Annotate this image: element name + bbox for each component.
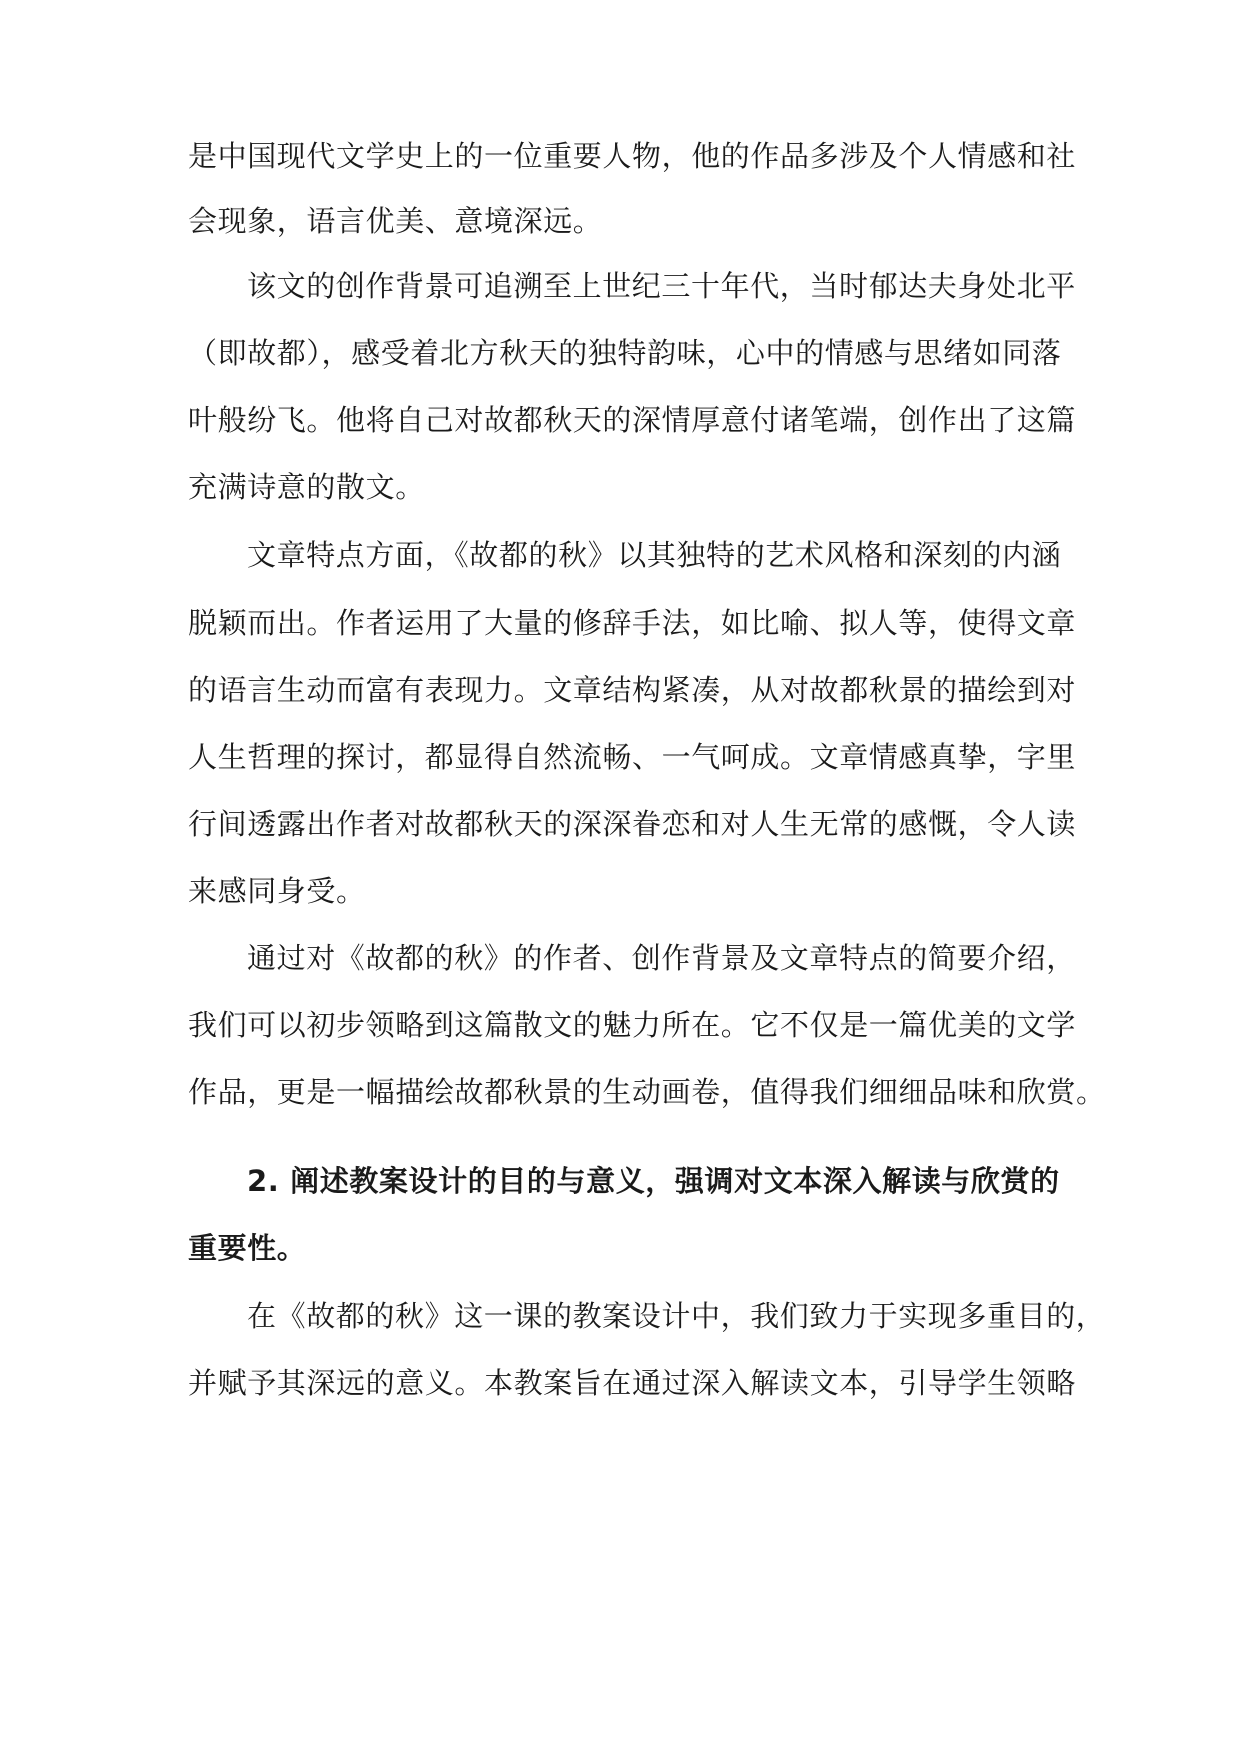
section-heading-line-2: 重要性。: [188, 1231, 307, 1265]
paragraph-4-line-1: 通过对《故都的秋》的作者、创作背景及文章特点的简要介绍，: [247, 941, 1076, 975]
paragraph-1-line-1: 是中国现代文学史上的一位重要人物，他的作品多涉及个人情感和社: [188, 139, 1077, 173]
paragraph-3-line-1: 文章特点方面，《故都的秋》以其独特的艺术风格和深刻的内涵: [247, 538, 1062, 572]
paragraph-3-line-6: 来感同身受。: [188, 874, 366, 908]
paragraph-3-line-3: 的语言生动而富有表现力。文章结构紧凑，从对故都秋景的描绘到对: [188, 673, 1077, 707]
paragraph-1-line-2: 会现象，语言优美、意境深远。: [188, 204, 603, 238]
paragraph-3-line-5: 行间透露出作者对故都秋天的深深眷恋和对人生无常的感慨，令人读: [188, 807, 1077, 841]
paragraph-3-line-2: 脱颖而出。作者运用了大量的修辞手法，如比喻、拟人等，使得文章: [188, 606, 1077, 640]
final-paragraph-line-1: 在《故都的秋》这一课的教案设计中，我们致力于实现多重目的，: [247, 1299, 1106, 1333]
final-paragraph-line-2: 并赋予其深远的意义。本教案旨在通过深入解读文本，引导学生领略: [188, 1366, 1077, 1400]
section-heading-line-1: 2. 阐述教案设计的目的与意义，强调对文本深入解读与欣赏的: [247, 1164, 1060, 1198]
paragraph-4-line-2: 我们可以初步领略到这篇散文的魅力所在。它不仅是一篇优美的文学: [188, 1008, 1077, 1042]
paragraph-4-line-3: 作品，更是一幅描绘故都秋景的生动画卷，值得我们细细品味和欣赏。: [188, 1075, 1106, 1109]
paragraph-2-line-4: 充满诗意的散文。: [188, 470, 425, 504]
paragraph-3-line-4: 人生哲理的探讨，都显得自然流畅、一气呵成。文章情感真挚，字里: [188, 740, 1077, 774]
paragraph-2-line-2: （即故都），感受着北方秋天的独特韵味，心中的情感与思绪如同落: [188, 336, 1062, 370]
paragraph-2-line-3: 叶般纷飞。他将自己对故都秋天的深情厚意付诸笔端，创作出了这篇: [188, 403, 1077, 437]
paragraph-2-line-1: 该文的创作背景可追溯至上世纪三十年代，当时郁达夫身处北平: [247, 269, 1076, 303]
